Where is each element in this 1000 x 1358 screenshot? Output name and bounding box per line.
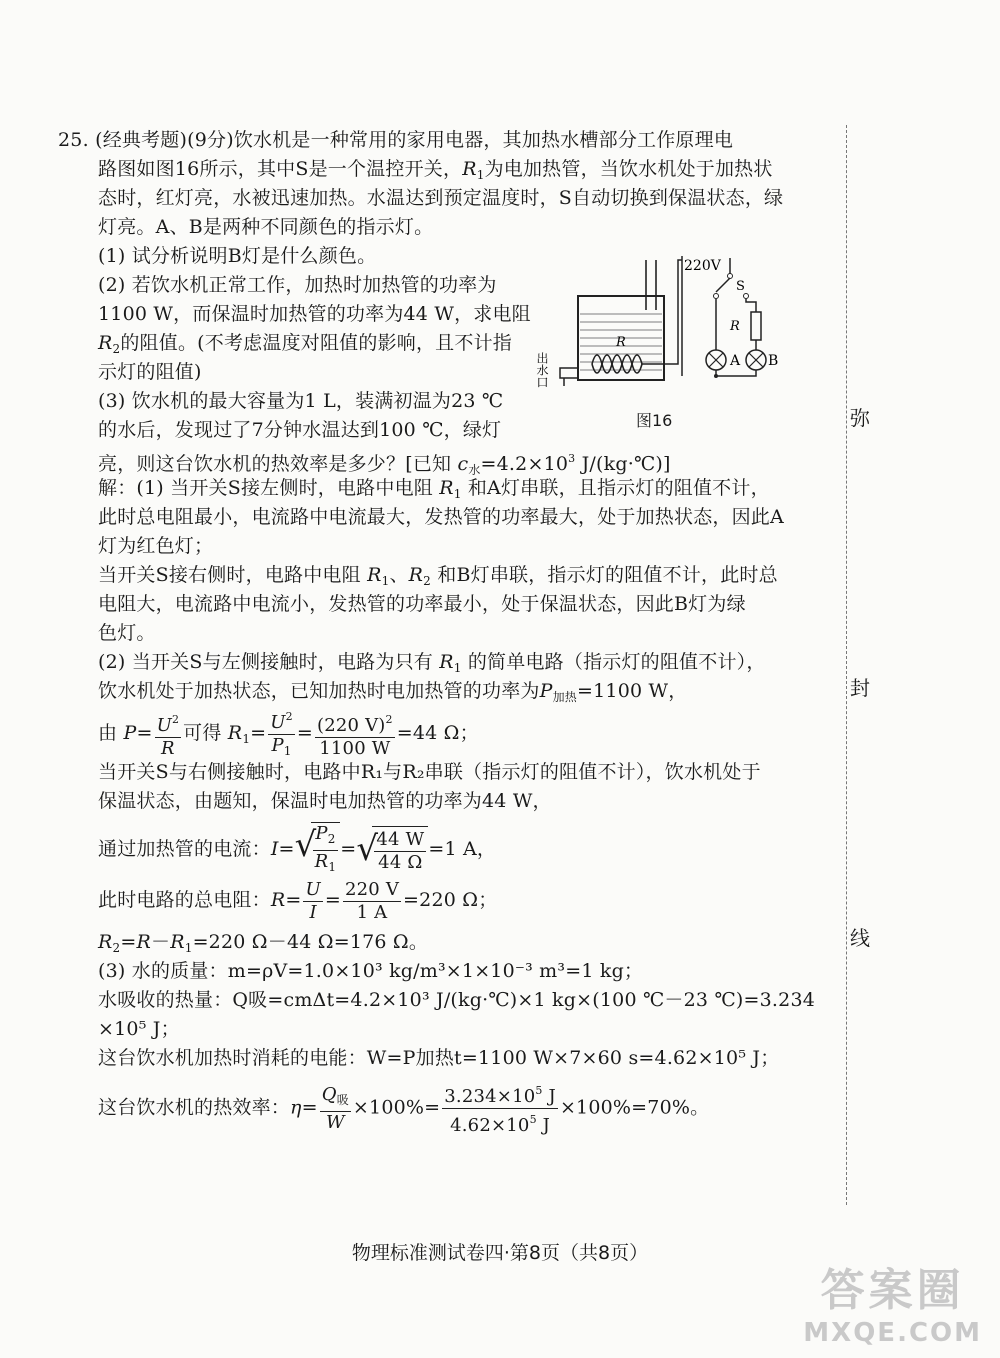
solution-text: =44 Ω； xyxy=(396,722,479,744)
solution-1-line: 色灯。 xyxy=(98,622,156,644)
question-points: (9分) xyxy=(187,129,234,151)
solution-2-line: 当开关S与右侧接触时，电路中R₁与R₂串联（指示灯的阻值不计），饮水机处于 xyxy=(98,761,761,783)
question-line-4: 灯亮。A、B是两种不同颜色的指示灯。 xyxy=(98,216,434,238)
question-line-3: 态时，红灯亮，水被迅速加热。水温达到预定温度时，S自动切换到保温状态，绿 xyxy=(98,187,784,209)
watermark-top: 答案圈 xyxy=(820,1265,965,1316)
solution-3-line: 水吸收的热量：Q吸=cmΔt=4.2×10³ J/(kg·℃)×1 kg×(100 ℃－23 ℃)=3.234 xyxy=(98,989,816,1011)
solution-2-line: 饮水机处于加热状态，已知加热时电加热管的功率为$P_{加热}=1100$ W， xyxy=(98,680,688,704)
solution-1-line: 当开关S接右侧时，电路中电阻 $R_1$、$R_2$ 和B灯串联，指示灯的阻值不计，此时总 xyxy=(98,564,778,588)
binding-line xyxy=(846,125,847,1205)
question-number: 25. xyxy=(58,129,89,151)
solution-2-line: 保温状态，由题知，保温时电加热管的功率为44 W， xyxy=(98,790,552,812)
solution-text: =220 Ω－44 Ω=176 Ω。 xyxy=(192,931,429,953)
stem-text: 亮，则这台饮水机的热效率是多少？[已知 xyxy=(98,453,452,475)
solution-text: =1100 W， xyxy=(577,680,688,702)
figure-caption: 图16 xyxy=(636,411,673,430)
subquestion-3: (3) 饮水机的最大容量为1 L，装满初温为23 ℃ xyxy=(98,390,504,412)
solution-text: 此时电路的总电阻： xyxy=(98,889,271,911)
solution-3-line: (3) 水的质量：m=ρV=1.0×10³ kg/m³×1×10⁻³ m³=1 kg； xyxy=(98,960,644,982)
margin-char-xian: 线 xyxy=(850,926,870,950)
watermark-logo xyxy=(803,1254,982,1348)
solution-text: ×100%= xyxy=(352,1096,441,1119)
solution-text: 这台饮水机的热效率： xyxy=(98,1096,291,1119)
solution-1-line: 灯为红色灯； xyxy=(98,535,214,557)
solution-3-line: ×10⁵ J； xyxy=(98,1018,180,1040)
solution-text: 饮水机处于加热状态，已知加热时电加热管的功率为 xyxy=(98,680,540,702)
solution-text: =220 Ω； xyxy=(403,889,498,911)
solution-text: 通过加热管的电流： xyxy=(98,838,271,860)
subquestion-2-line: 示灯的阻值) xyxy=(98,361,202,383)
subquestion-3-line: 亮，则这台饮水机的热效率是多少？[已知 $c_水=4.2\times 10^3$ J/(kg·℃)] xyxy=(98,452,671,477)
stem-text: 饮水机是一种常用的家用电器，其加热水槽部分工作原理电 xyxy=(233,129,734,151)
subquestion-2-line: 1100 W，而保温时加热管的功率为44 W，求电阻 xyxy=(98,303,531,325)
question-line-2: 路图如图16所示，其中S是一个温控开关，$R_1$为电加热管，当饮水机处于加热状 xyxy=(98,158,773,182)
stem-text: 路图如图16所示，其中S是一个温控开关， xyxy=(98,158,463,180)
solution-1-line: 解：(1) 当开关S接左侧时，电路中电阻 $R_1$ 和A灯串联，且指示灯的阻值不计， xyxy=(98,477,770,501)
subquestion-2-line: $R_2$的阻值。(不考虑温度对阻值的影响，且不计指 xyxy=(98,332,512,356)
solution-text: (2) 当开关S与左侧接触时，电路为只有 xyxy=(98,651,433,673)
formula-r2: $R_2=R-R_1=220$ Ω－44 Ω=176 Ω。 xyxy=(98,931,429,955)
solution-1-line: 电阻大，电流路中电流小，发热管的功率最小，处于保温状态，因此B灯为绿 xyxy=(98,593,746,615)
lamp-b-label: B xyxy=(768,353,779,369)
outlet-label: 出水口 xyxy=(535,352,549,388)
solution-text: 可得 xyxy=(183,722,222,744)
solution-text: 的简单电路（指示灯的阻值不计）， xyxy=(467,651,766,673)
stem-text: J/(kg·℃)] xyxy=(575,453,671,475)
solution-text: 解：(1) 当开关S接左侧时，电路中电阻 xyxy=(98,477,433,499)
circuit-diagram xyxy=(535,252,800,432)
subquestion-1: (1) 试分析说明B灯是什么颜色。 xyxy=(98,245,377,267)
voltage-label: 220V xyxy=(684,258,721,274)
formula-resistance: 此时电路的总电阻：R= $\frac{U}{I}$ = $\frac{220 V}{1 A}$ =220 Ω； xyxy=(98,878,498,923)
r2-label: R xyxy=(730,319,740,334)
solution-text: 和A灯串联，且指示灯的阻值不计， xyxy=(467,477,770,499)
solution-text: =1 A， xyxy=(428,838,497,860)
lamp-a-label: A xyxy=(730,353,741,369)
solution-1-line: 此时总电阻最小，电流路中电流最大，发热管的功率最大，处于加热状态，因此A xyxy=(98,506,784,528)
question-tag: (经典考题) xyxy=(95,129,188,151)
solution-2-line: (2) 当开关S与左侧接触时，电路为只有 $R_1$ 的简单电路（指示灯的阻值不计）， xyxy=(98,651,766,675)
r1-label: R xyxy=(616,335,626,350)
watermark-bottom: MXQE.COM xyxy=(803,1318,982,1348)
solution-text: 由 xyxy=(98,722,118,744)
page-footer: 物理标准测试卷四·第8页（共8页） xyxy=(351,1242,649,1264)
switch-label: S xyxy=(736,279,745,294)
subquestion-3-line: 的水后，发现过了7分钟水温达到100 ℃，绿灯 xyxy=(98,419,502,441)
stem-text: 的阻值。(不考虑温度对阻值的影响，且不计指 xyxy=(120,332,512,354)
solution-text: 和B灯串联，指示灯的阻值不计，此时总 xyxy=(437,564,778,586)
solution-3-line: 这台饮水机加热时消耗的电能：W=P加热t=1100 W×7×60 s=4.62×10⁵ J； xyxy=(98,1047,780,1069)
subquestion-2: (2) 若饮水机正常工作，加热时加热管的功率为 xyxy=(98,274,497,296)
stem-text: =4.2×10 xyxy=(480,453,569,475)
formula-efficiency: 这台饮水机的热效率：η= $\frac{Q_吸}{W}$ ×100%= $\frac{3.234\times 10^5 J}{4.62\times 10^5 J}$ ×100%=70%。 xyxy=(98,1080,709,1137)
solution-text: 当开关S接右侧时，电路中电阻 xyxy=(98,564,361,586)
formula-r1: 由 P= $\frac{U^2}{R}$ 可得 $R_1=$ $\frac{U^2}{P_1}$ = $\frac{(220 V)^2}{1100 W}$ =44 Ω； xyxy=(98,706,479,763)
formula-current: 通过加热管的电流：I= √ $\frac{P_2}{R_1}$ = √ $\frac{44 W}{44 \Omega}$ =1 A， xyxy=(98,822,496,878)
margin-char-feng: 封 xyxy=(850,676,870,700)
question-line-1 xyxy=(58,126,733,154)
solution-text: ×100%=70%。 xyxy=(559,1096,710,1119)
stem-text: 为电加热管，当饮水机处于加热状 xyxy=(484,158,773,180)
margin-char-mi: 弥 xyxy=(850,406,870,430)
